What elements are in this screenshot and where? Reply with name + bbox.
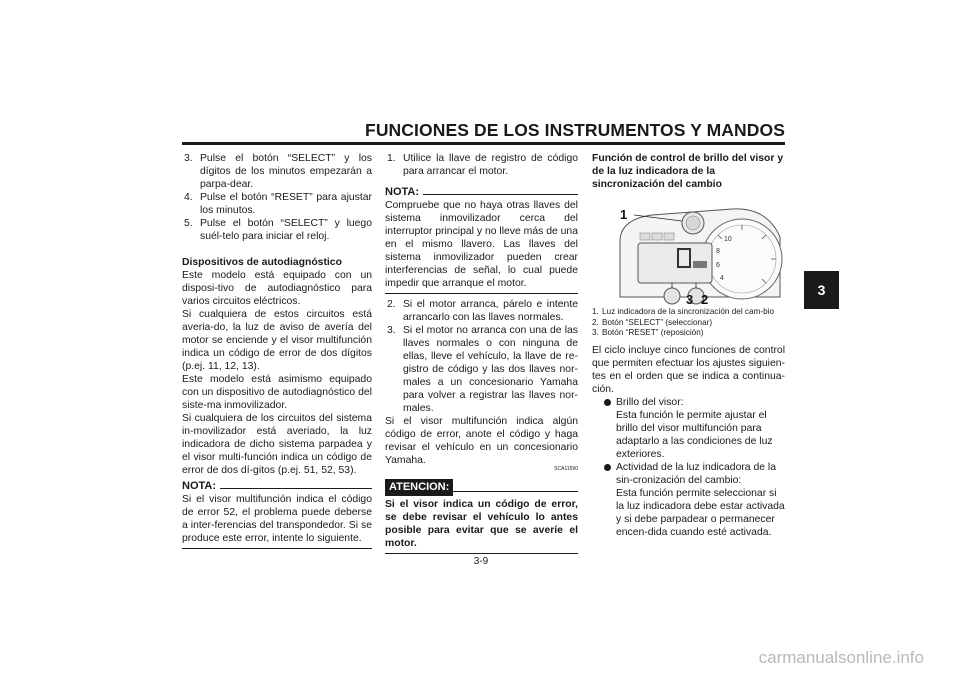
callout-number: 1 [620,207,628,222]
caution-end-rule [385,553,578,554]
callout-number: 3 [686,292,694,305]
paragraph: Si cualquiera de los circuitos del sistema in-movilizador está averiado, la luz indicadora de dicho sistema parpadea y el visor multi-función indica un código de error de dos dí-gitos (p.ej. 51, 52, 53). [182,413,372,476]
step-list [385,298,578,415]
section-heading: Función de control de brillo del visor y de la luz indicadora de la sincronización del cambio [592,153,784,190]
section-heading: Dispositivos de autodiagnóstico [182,257,342,268]
column-left [182,152,372,549]
caption-item: 1. Luz indicadora de la sincronización del cam-bio [592,307,775,316]
reference-code: SCA11590 [554,466,578,472]
list-item: 2. Si el motor arranca, párelo e intente arrancarlo con las llaves normales. [387,299,578,323]
note-label: NOTA: [182,480,217,492]
gauge-number: 6 [716,262,720,269]
caution-text: Si el visor indica un código de error, se debe revisar el vehículo lo antes posible para evitar que se averíe el motor. [385,499,578,549]
list-item: 3. Pulse el botón “SELECT” y los dígitos de los minutos empezarán a parpa-dear. [184,153,372,190]
caution-rule [453,491,578,492]
list-item: 1. Utilice la llave de registro de código para arrancar el motor. [387,153,578,177]
gauge-number: 8 [716,248,720,255]
paragraph: Este modelo está equipado con un disposi-tivo de autodiagnóstico para varios circuitos eléctricos. [182,270,372,307]
caption-item: 3. Botón “RESET” (reposición) [592,328,704,337]
list-item: 5. Pulse el botón “SELECT” y luego suél-telo para iniciar el reloj. [184,218,372,242]
note-end-rule [182,548,372,549]
page-title: FUNCIONES DE LOS INSTRUMENTOS Y MANDOS [365,120,785,140]
bullet-icon [604,464,611,471]
gauge-number: 4 [720,275,724,282]
note-label: NOTA: [385,186,420,198]
column-middle [385,152,578,554]
caution-badge: ATENCION: [385,479,453,496]
step-list [385,152,578,178]
note-rule [423,194,578,195]
note-header [182,480,372,493]
paragraph: Si el visor multifunción indica algún código de error, anote el código y haga revisar el vehículo en un concesionario Yamaha. [385,416,578,466]
caution-header [385,479,578,496]
paragraph: El ciclo incluye cinco funciones de control que permiten efectuar los ajustes siguien-tes en el orden que se indica a continua-ción. [592,344,785,395]
note-text: Compruebe que no haya otras llaves del sistema inmovilizador cerca del interruptor principal y no lleve más de una en el mismo llavero. Las llaves del sistema inmovilizador pueden crear interferencias de señal, lo cual puede impedir que arranque el motor. [385,200,578,289]
caption-item: 2. Botón “SELECT” (seleccionar) [592,317,713,327]
gauge-number: 10 [724,236,732,243]
paragraph: Este modelo está asimismo equipado con un dispositivo de autodiagnóstico del siste-ma inmovilizador. [182,374,372,411]
note-text: Si el visor multifunción indica el código de error 52, el problema puede deberse a inter-ferencias del transpondedor. Si se produce este error, intente lo siguiente. [182,494,372,544]
chapter-tab: 3 [804,271,839,309]
list-item: Brillo del visor: Esta función le permite ajustar el brillo del visor multifunción para adaptarlo a las condiciones de luz exteriores. [604,396,785,461]
watermark: carmanualsonline.info [758,648,924,667]
instrument-cluster-figure [592,197,785,305]
step-list [182,152,372,243]
column-right [592,152,785,539]
figure-captions [592,307,785,339]
page-number: 3-9 [473,556,489,567]
instrument-cluster-illustration [592,197,785,305]
callout-number: 2 [701,292,709,305]
header-rule [182,142,785,145]
reset-button [664,288,680,304]
list-item: Actividad de la luz indicadora de la sin-cronización del cambio: Esta función permite seleccionar si la luz indicadora debe estar activada y si debe parpadear o permanecer encen-dida cuando esté activada. [604,461,785,539]
list-item: 3. Si el motor no arranca con una de las llaves normales o con ninguna de ellas, lleve el vehículo, la llave de re-gistro de código y las dos llaves nor-males a un concesionario Yamaha para volver a registrar las llaves nor-males. [387,325,578,414]
note-end-rule [385,293,578,294]
note-header [385,186,578,199]
note-rule [220,488,372,489]
bullet-icon [604,399,611,406]
list-item: 4. Pulse el botón “RESET” para ajustar los minutos. [184,192,372,216]
bullet-list [604,396,785,539]
paragraph: Si cualquiera de estos circuitos está averia-do, la luz de aviso de avería del motor se enciende y el visor multifunción indica un código de error de dos dígitos (p.ej. 11, 12, 13). [182,309,372,372]
